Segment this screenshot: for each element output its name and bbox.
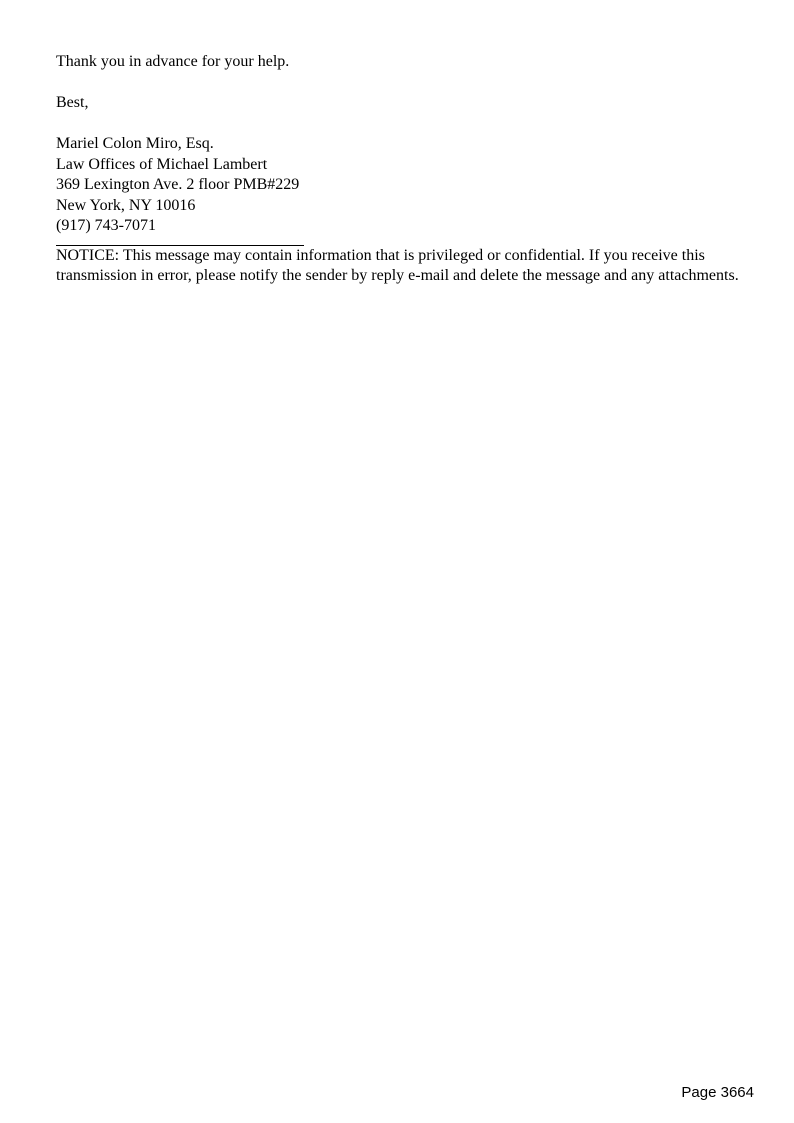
signature-phone: (917) 743-7071: [56, 217, 156, 234]
signature-address-line1: 369 Lexington Ave. 2 floor PMB#229: [56, 176, 300, 193]
signature-address-line2: New York, NY 10016: [56, 196, 196, 214]
sign-off: Best,: [56, 94, 89, 111]
signature-firm: Law Offices of Michael Lambert: [56, 155, 268, 173]
spacer: [56, 73, 756, 94]
signature-block: [56, 134, 756, 237]
spacer: [56, 114, 756, 135]
closing-line: Thank you in advance for your help.: [56, 53, 290, 70]
signature-name: Mariel Colon Miro, Esq.: [56, 135, 214, 152]
confidentiality-notice: NOTICE: This message may contain information that is privileged or confidential. If you receive this transmission in error, please notify the sender by reply e-mail and delete the message and any attachments.: [56, 246, 739, 284]
document-body: [56, 52, 756, 287]
page-number: Page 3664: [681, 1084, 754, 1101]
